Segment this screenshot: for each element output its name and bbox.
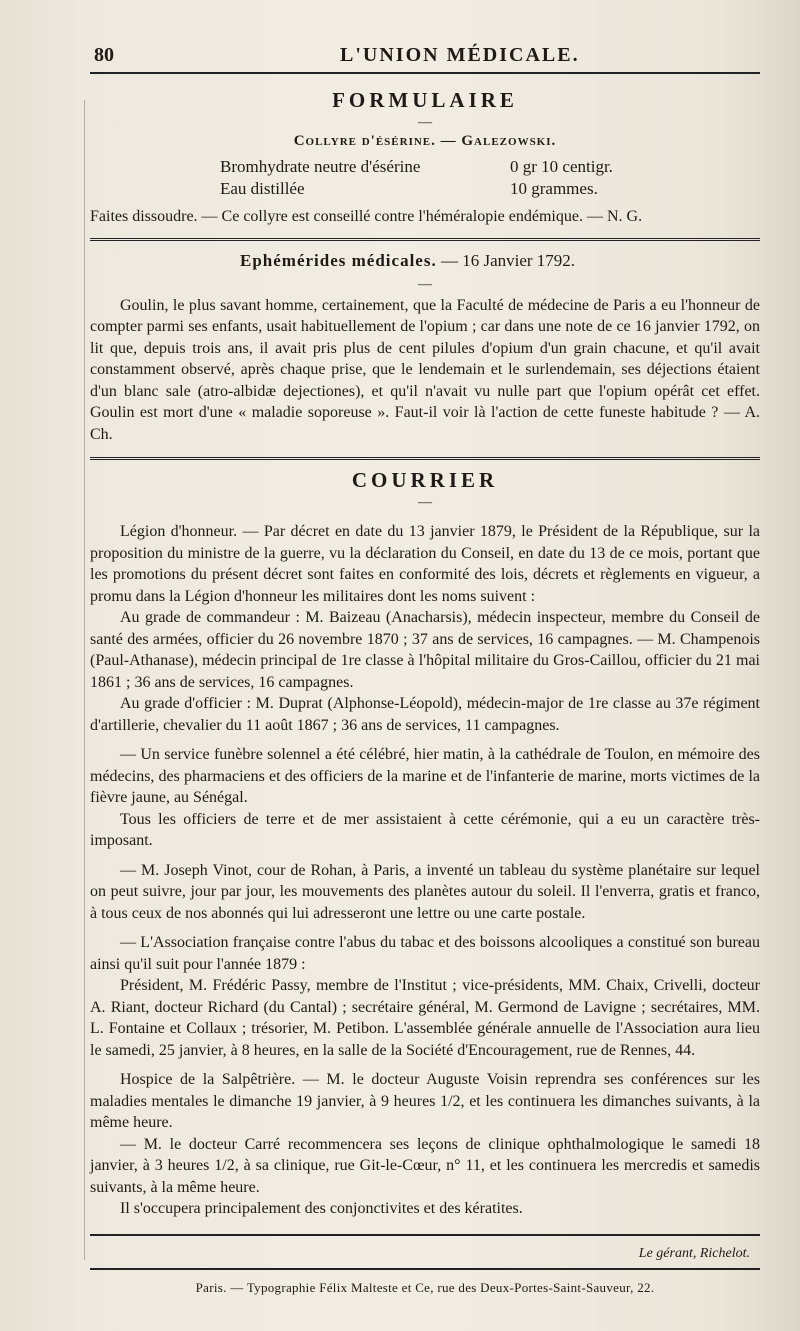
gerant-signature: Le gérant, Richelot.	[638, 1245, 750, 1261]
printer-imprint: Paris. — Typographie Félix Malteste et Ce, rue des Deux-Portes-Saint-Sauveur, 22.	[195, 1279, 655, 1295]
formula-row	[220, 178, 760, 200]
ingredient-name: Eau distillée	[220, 179, 305, 198]
ingredient-name: Bromhydrate neutre d'ésérine	[220, 157, 421, 176]
journal-title: L'UNION MÉDICALE.	[340, 44, 580, 66]
courrier-dash: —	[418, 495, 432, 510]
ephemerides-date: — 16 Janvier 1792.	[440, 250, 576, 270]
ingredient-quantity: 10 grammes.	[510, 179, 598, 198]
page-number: 80	[94, 44, 114, 66]
courrier-paragraph: — Un service funèbre solennel a été célébré, hier matin, à la cathédrale de Toulon, en mémoire des médecins, des pharmaciens et des officiers de la marine et de l'infanterie de marine, morts victimes de la fièvre jaune, au Sénégal.	[90, 746, 760, 806]
title-dash: —	[418, 115, 432, 130]
courrier-paragraph: Hospice de la Salpêtrière. — M. le docteur Auguste Voisin reprendra ses conférences sur les maladies mentales le dimanche 19 janvier, à 9 heures 1/2, et les continuera les dimanches suivants, à la même heure.	[90, 1071, 760, 1131]
formulaire-subtitle: Collyre d'ésérine. — Galezowski.	[293, 133, 557, 149]
formula-list	[220, 156, 760, 200]
ingredient-quantity: 0 gr 10 centigr.	[510, 157, 613, 176]
formulaire-title: FORMULAIRE	[332, 88, 518, 112]
running-head	[90, 40, 760, 72]
ephemerides-title: Ephémérides médicales.	[240, 250, 437, 270]
courrier-paragraph: — L'Association française contre l'abus du tabac et des boissons alcooliques a constitué son bureau ainsi qu'il suit pour l'année 1879 :	[90, 934, 760, 973]
header-rule	[90, 72, 760, 74]
margin-rule	[84, 100, 91, 1260]
ephemerides-body: Goulin, le plus savant homme, certainement, que la Faculté de médecine de Paris a eu l'honneur de compter parmi ses enfants, usait habituellement de l'opium ; car dans une note de ce 16 janvier 1792, on lit que, depuis trois ans, il avait pris plus de cent pilules d'opium d'un grain chacune, et qu'il avait constamment observé, après chaque prise, que le lendemain et le surlendemain, ses déjections étaient d'un blanc sale (atro-albidæ dejectiones), et qu'il n'avait vu nulle part que l'opium opérât cet effet. Goulin est mort d'une « maladie soporeuse ». Faut-il voir là l'action de cette funeste habitude ? — A. Ch.	[90, 296, 760, 443]
section-rule	[90, 457, 760, 460]
courrier-paragraph: — M. le docteur Carré recommencera ses leçons de clinique ophthalmologique le samedi 18 janvier, à 3 heures 1/2, à sa clinique, rue Git-le-Cœur, n° 11, et les continuera les mercredis et samedis suivants, à la même heure.	[90, 1135, 760, 1196]
courrier-paragraph: Légion d'honneur. — Par décret en date du 13 janvier 1879, le Président de la République, sur la proposition du ministre de la guerre, vu la déclaration du Conseil, en date du 13 de ce mois, portant que les promotions du présent décret sont faites en conformité des lois, décrets et règlements en vigueur, a promu dans la Légion d'honneur les militaires dont les noms suivent :	[90, 523, 760, 605]
section-rule	[90, 238, 760, 241]
formula-instructions: Faites dissoudre. — Ce collyre est conseillé contre l'héméralopie endémique. — N. G.	[90, 208, 643, 225]
courrier-paragraph: Au grade d'officier : M. Duprat (Alphonse-Léopold), médecin-major de 1re classe au 37e régiment d'artillerie, chevalier du 11 août 1867 ; 36 ans de services, 11 campagnes.	[90, 695, 760, 734]
courrier-paragraph: Président, M. Frédéric Passy, membre de l'Institut ; vice-présidents, MM. Chaix, Crivelli, docteur A. Riant, docteur Richard (du Cantal) ; secrétaire général, M. Germond de Lavigne ; secrétaires, MM. L. Fontaine et Collaux ; trésorier, M. Petibon. L'assemblée générale annuelle de l'Association aura lieu le samedi, 25 janvier, à 8 heures, en la salle de la Société d'Encouragement, rue de Rennes, 44.	[90, 977, 760, 1059]
courrier-paragraph: Tous les officiers de terre et de mer assistaient à cette cérémonie, qui a eu un caractère très-imposant.	[90, 810, 760, 849]
courrier-paragraph: Il s'occupera principalement des conjonctivites et des kératites.	[120, 1200, 523, 1217]
formula-row	[220, 156, 760, 178]
courrier-title: COURRIER	[351, 468, 499, 492]
footer-rule	[90, 1234, 760, 1236]
footer-rule-bottom	[90, 1268, 760, 1270]
ephemerides-dash: —	[418, 276, 432, 292]
courrier-paragraph: Au grade de commandeur : M. Baizeau (Anacharsis), médecin inspecteur, membre du Conseil de santé des armées, officier du 26 novembre 1870 ; 37 ans de services, 16 campagnes. — M. Champenois (Paul-Athanase), médecin principal de 1re classe à l'hôpital militaire du Gros-Caillou, officier du 21 mai 1861 ; 36 ans de services, 16 campagnes.	[90, 609, 760, 691]
courrier-paragraph: — M. Joseph Vinot, cour de Rohan, à Paris, a inventé un tableau du système planétaire sur lequel on peut suivre, jour par jour, les mouvements des planètes autour du soleil. Il l'enverra, gratis et franco, à tous ceux de nos abonnés qui lui adresseront une lettre ou une carte postale.	[90, 861, 760, 922]
ephemerides-heading	[240, 251, 760, 271]
